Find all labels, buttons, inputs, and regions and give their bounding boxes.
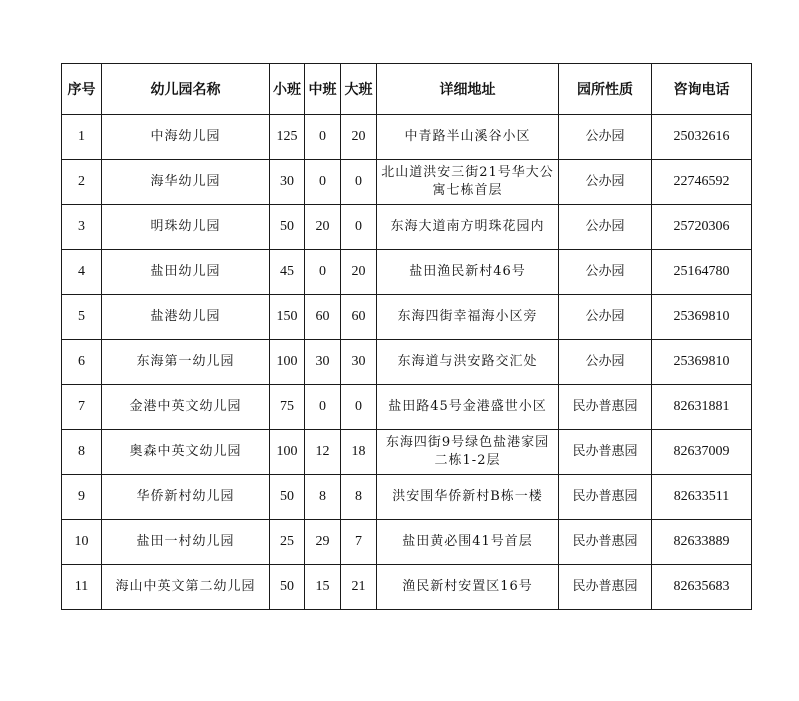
header-index: 序号 xyxy=(62,64,102,115)
cell-address: 渔民新村安置区16号 xyxy=(377,565,559,610)
table-row xyxy=(62,520,752,565)
cell-index: 7 xyxy=(62,385,102,430)
cell-phone: 82633511 xyxy=(652,475,752,520)
cell-address: 东海四街9号绿色盐港家园二栋1-2层 xyxy=(377,430,559,475)
cell-address: 盐田渔民新村46号 xyxy=(377,250,559,295)
cell-type: 公办园 xyxy=(559,250,652,295)
kindergarten-table-container xyxy=(61,63,751,610)
cell-index: 11 xyxy=(62,565,102,610)
cell-type: 公办园 xyxy=(559,295,652,340)
cell-middle-class: 0 xyxy=(305,385,341,430)
cell-middle-class: 0 xyxy=(305,115,341,160)
cell-address: 东海道与洪安路交汇处 xyxy=(377,340,559,385)
cell-small-class: 50 xyxy=(270,475,305,520)
cell-small-class: 30 xyxy=(270,160,305,205)
kindergarten-table xyxy=(61,63,752,610)
cell-index: 10 xyxy=(62,520,102,565)
cell-name: 华侨新村幼儿园 xyxy=(102,475,270,520)
cell-middle-class: 12 xyxy=(305,430,341,475)
cell-name: 盐田幼儿园 xyxy=(102,250,270,295)
cell-address: 东海大道南方明珠花园内 xyxy=(377,205,559,250)
cell-type: 民办普惠园 xyxy=(559,385,652,430)
cell-phone: 22746592 xyxy=(652,160,752,205)
header-name: 幼儿园名称 xyxy=(102,64,270,115)
table-row xyxy=(62,250,752,295)
cell-type: 公办园 xyxy=(559,115,652,160)
cell-index: 8 xyxy=(62,430,102,475)
cell-small-class: 45 xyxy=(270,250,305,295)
cell-type: 公办园 xyxy=(559,205,652,250)
cell-middle-class: 20 xyxy=(305,205,341,250)
cell-small-class: 25 xyxy=(270,520,305,565)
cell-large-class: 21 xyxy=(341,565,377,610)
cell-name: 中海幼儿园 xyxy=(102,115,270,160)
table-row xyxy=(62,115,752,160)
table-row xyxy=(62,430,752,475)
cell-index: 5 xyxy=(62,295,102,340)
cell-middle-class: 8 xyxy=(305,475,341,520)
table-row xyxy=(62,340,752,385)
table-row xyxy=(62,385,752,430)
cell-phone: 82633889 xyxy=(652,520,752,565)
cell-large-class: 0 xyxy=(341,160,377,205)
cell-name: 海华幼儿园 xyxy=(102,160,270,205)
cell-index: 9 xyxy=(62,475,102,520)
cell-large-class: 0 xyxy=(341,205,377,250)
header-small-class: 小班 xyxy=(270,64,305,115)
cell-address: 中青路半山溪谷小区 xyxy=(377,115,559,160)
cell-name: 海山中英文第二幼儿园 xyxy=(102,565,270,610)
cell-phone: 25369810 xyxy=(652,295,752,340)
cell-name: 盐田一村幼儿园 xyxy=(102,520,270,565)
cell-address: 东海四街幸福海小区旁 xyxy=(377,295,559,340)
cell-name: 奥森中英文幼儿园 xyxy=(102,430,270,475)
cell-index: 2 xyxy=(62,160,102,205)
cell-phone: 82637009 xyxy=(652,430,752,475)
cell-small-class: 125 xyxy=(270,115,305,160)
header-type: 园所性质 xyxy=(559,64,652,115)
cell-middle-class: 15 xyxy=(305,565,341,610)
cell-large-class: 8 xyxy=(341,475,377,520)
cell-index: 4 xyxy=(62,250,102,295)
cell-index: 1 xyxy=(62,115,102,160)
cell-phone: 25032616 xyxy=(652,115,752,160)
cell-small-class: 100 xyxy=(270,430,305,475)
cell-small-class: 100 xyxy=(270,340,305,385)
cell-phone: 25720306 xyxy=(652,205,752,250)
cell-address: 盐田黄必围41号首层 xyxy=(377,520,559,565)
cell-small-class: 50 xyxy=(270,565,305,610)
cell-type: 民办普惠园 xyxy=(559,475,652,520)
header-middle-class: 中班 xyxy=(305,64,341,115)
table-row xyxy=(62,565,752,610)
table-body xyxy=(62,115,752,610)
cell-middle-class: 60 xyxy=(305,295,341,340)
cell-middle-class: 0 xyxy=(305,160,341,205)
cell-name: 明珠幼儿园 xyxy=(102,205,270,250)
cell-type: 民办普惠园 xyxy=(559,565,652,610)
header-address: 详细地址 xyxy=(377,64,559,115)
cell-phone: 82631881 xyxy=(652,385,752,430)
cell-small-class: 75 xyxy=(270,385,305,430)
table-header-row xyxy=(62,64,752,115)
cell-large-class: 60 xyxy=(341,295,377,340)
cell-large-class: 20 xyxy=(341,115,377,160)
cell-type: 公办园 xyxy=(559,340,652,385)
cell-phone: 25369810 xyxy=(652,340,752,385)
table-row xyxy=(62,295,752,340)
table-row xyxy=(62,160,752,205)
cell-large-class: 18 xyxy=(341,430,377,475)
cell-small-class: 150 xyxy=(270,295,305,340)
cell-type: 民办普惠园 xyxy=(559,430,652,475)
cell-small-class: 50 xyxy=(270,205,305,250)
cell-phone: 82635683 xyxy=(652,565,752,610)
cell-middle-class: 29 xyxy=(305,520,341,565)
cell-large-class: 20 xyxy=(341,250,377,295)
header-large-class: 大班 xyxy=(341,64,377,115)
cell-type: 公办园 xyxy=(559,160,652,205)
cell-type: 民办普惠园 xyxy=(559,520,652,565)
table-row xyxy=(62,205,752,250)
cell-phone: 25164780 xyxy=(652,250,752,295)
cell-index: 3 xyxy=(62,205,102,250)
cell-middle-class: 30 xyxy=(305,340,341,385)
cell-large-class: 0 xyxy=(341,385,377,430)
cell-index: 6 xyxy=(62,340,102,385)
cell-middle-class: 0 xyxy=(305,250,341,295)
cell-name: 盐港幼儿园 xyxy=(102,295,270,340)
table-row xyxy=(62,475,752,520)
cell-address: 北山道洪安三街21号华大公寓七栋首层 xyxy=(377,160,559,205)
cell-name: 东海第一幼儿园 xyxy=(102,340,270,385)
cell-address: 洪安围华侨新村B栋一楼 xyxy=(377,475,559,520)
cell-large-class: 7 xyxy=(341,520,377,565)
header-phone: 咨询电话 xyxy=(652,64,752,115)
cell-large-class: 30 xyxy=(341,340,377,385)
cell-address: 盐田路45号金港盛世小区 xyxy=(377,385,559,430)
cell-name: 金港中英文幼儿园 xyxy=(102,385,270,430)
